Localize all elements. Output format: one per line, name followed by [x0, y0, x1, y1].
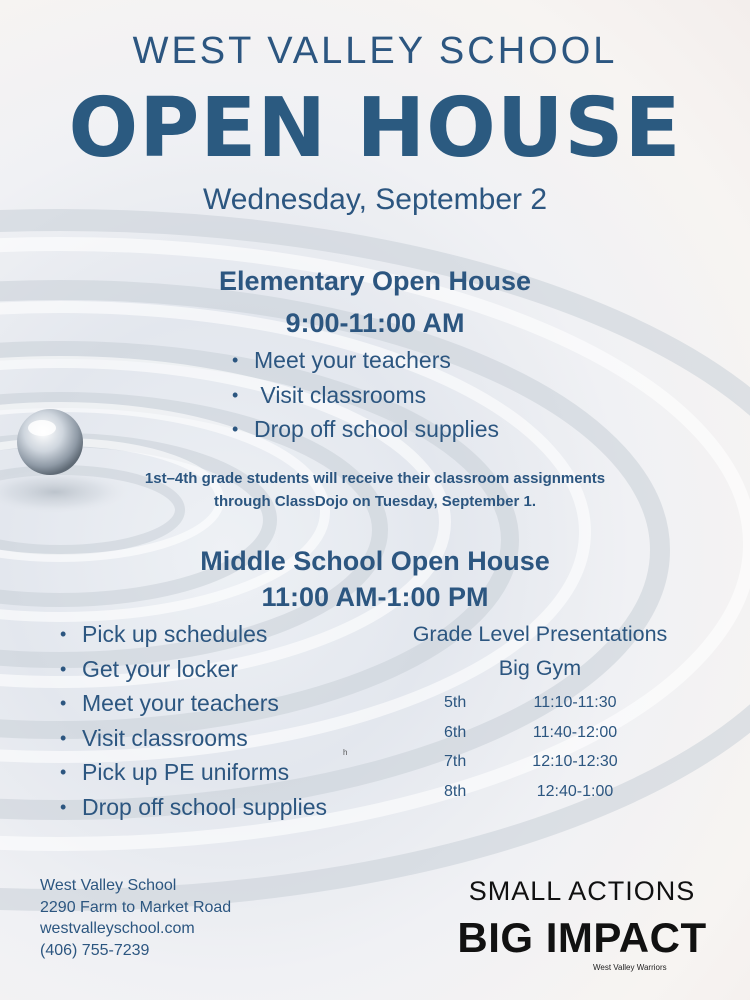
contact-phone: (406) 755-7239 — [40, 941, 150, 959]
list-item — [60, 755, 327, 790]
schedule-time: 12:40-1:00 — [536, 783, 614, 800]
schedule-grade: 5th — [444, 694, 467, 711]
list-item — [60, 790, 327, 825]
presentations-location: Big Gym — [498, 656, 582, 680]
list-item-text: Drop off school supplies — [254, 416, 500, 442]
stray-mark: h — [343, 748, 348, 757]
bullet-icon: • — [60, 624, 67, 644]
grade-presentations-title: Grade Level Presentations — [412, 622, 668, 646]
bullet-icon: • — [60, 658, 67, 679]
event-date: Wednesday, September 2 — [202, 183, 548, 216]
list-item-text: Meet your teachers — [254, 347, 451, 373]
bullet-icon: • — [60, 796, 67, 817]
tagline-small-actions: SMALL ACTIONS — [468, 876, 696, 906]
list-item — [232, 412, 499, 447]
contact-name: West Valley School — [40, 877, 177, 894]
note-line: 1st–4th grade students will receive their classroom assignments — [144, 470, 606, 487]
schedule-time: 12:10-12:30 — [532, 753, 618, 770]
contact-address: 2290 Farm to Market Road — [40, 898, 232, 916]
school-contact-block — [40, 875, 231, 961]
middle-school-activity-list — [60, 617, 327, 824]
schedule-grade: 7th — [444, 753, 467, 770]
classroom-assignment-note — [0, 467, 750, 513]
contact-website: westvalleyschool.com — [40, 920, 195, 937]
elementary-section-title: Elementary Open House — [218, 266, 532, 296]
bullet-icon: • — [60, 762, 67, 782]
list-item-text: Visit classrooms — [82, 724, 248, 751]
schedule-grade: 6th — [444, 724, 467, 741]
list-item-text: Drop off school supplies — [82, 793, 328, 820]
bullet-icon: • — [232, 384, 239, 405]
list-item-text: Get your locker — [82, 655, 238, 682]
bullet-icon: • — [232, 419, 239, 439]
list-item — [60, 686, 327, 721]
middle-school-section-title: Middle School Open House — [200, 546, 550, 576]
elementary-activity-list — [232, 343, 499, 447]
list-item — [60, 721, 327, 756]
list-item-text: Pick up schedules — [82, 621, 268, 647]
list-item-text: Visit classrooms — [254, 381, 427, 408]
schedule-time: 11:10-11:30 — [533, 694, 617, 711]
list-item — [60, 652, 327, 687]
elementary-section-time: 9:00-11:00 AM — [285, 308, 465, 338]
school-name-heading: WEST VALLEY SCHOOL — [132, 30, 618, 72]
middle-school-section-time: 11:00 AM-1:00 PM — [261, 582, 489, 612]
tagline-big-impact: BIG IMPACT — [457, 914, 707, 961]
list-item-text: Meet your teachers — [82, 690, 279, 716]
schedule-grade: 8th — [444, 783, 467, 800]
bullet-icon: • — [60, 693, 67, 713]
open-house-title: OPEN HOUSE — [68, 81, 682, 176]
note-line: through ClassDojo on Tuesday, September 1. — [214, 493, 536, 510]
schedule-time: 11:40-12:00 — [532, 724, 618, 741]
list-item — [60, 617, 327, 652]
list-item — [232, 378, 499, 413]
list-item — [232, 343, 499, 378]
bullet-icon: • — [232, 350, 239, 370]
list-item-text: Pick up PE uniforms — [82, 759, 290, 785]
bullet-icon: • — [60, 727, 67, 748]
tagline-subtitle: West Valley Warriors — [593, 963, 667, 972]
